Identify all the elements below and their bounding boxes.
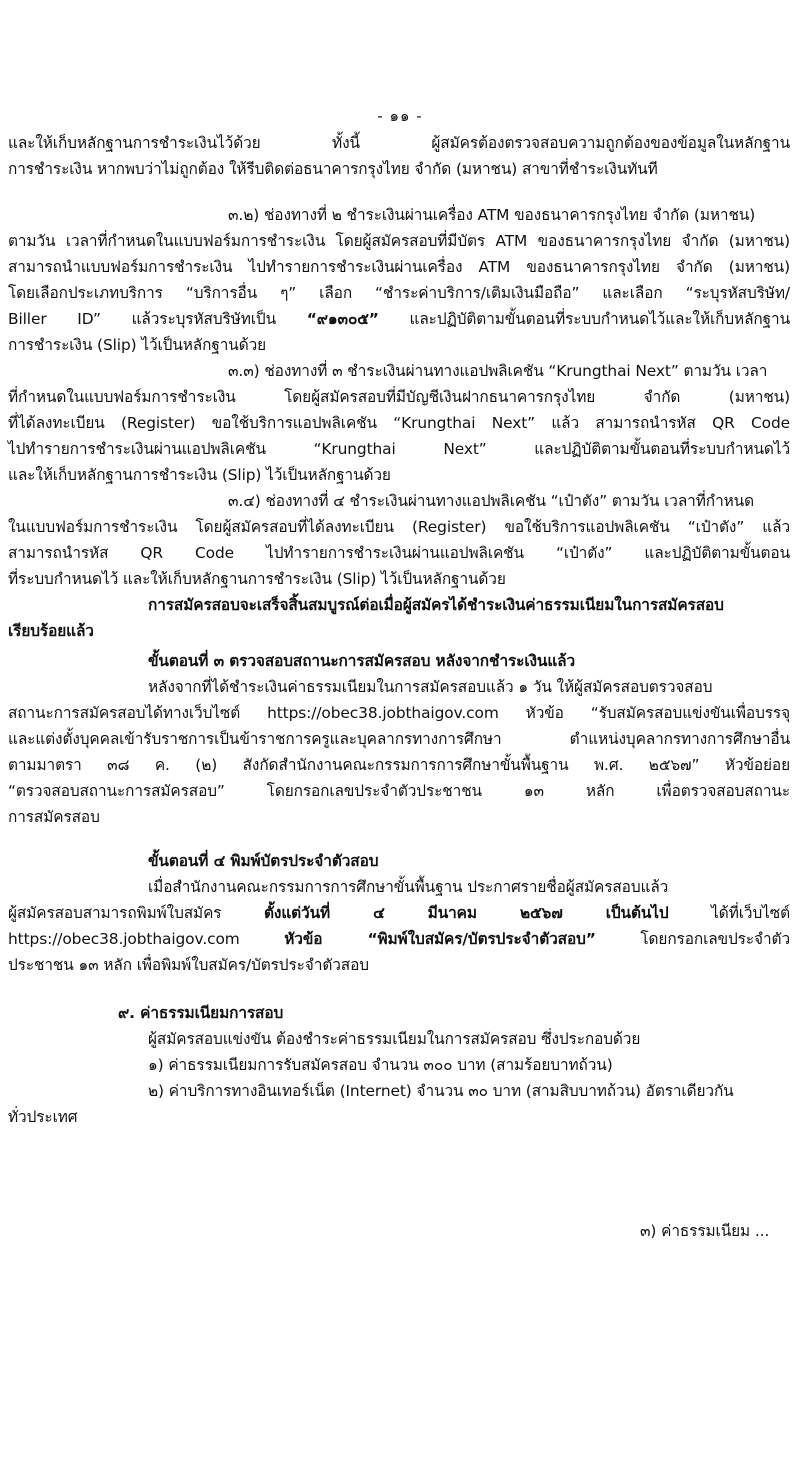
text-line: สถานะการสมัครสอบได้ทางเว็บไซต์ https://obec38.jobthaigov.com หัวข้อ “รับสมัครสอบแข่งขันเพื่อบรรจุ: [8, 704, 790, 722]
biller-line: [8, 306, 790, 332]
biller-text-1: Biller ID” แล้วระบุรหัสบริษัทเป็น: [8, 310, 307, 328]
text-line: ไปทำรายการชำระเงินผ่านแอปพลิเคชัน “Krungthai Next” และปฏิบัติตามขั้นตอนที่ระบบกำหนดไว้: [8, 440, 790, 458]
text-line: ๓.๒) ช่องทางที่ ๒ ชำระเงินผ่านเครื่อง ATM ของธนาคารกรุงไทย จำกัด (มหาชน): [228, 206, 756, 224]
text-line: การสมัครสอบ: [8, 808, 100, 826]
print-text-2: ได้ที่เว็บไซต์: [668, 904, 790, 922]
page-number: - ๑๑ -: [377, 107, 423, 125]
continuation-note: ๓) ค่าธรรมเนียม ...: [640, 1222, 770, 1240]
step-3-heading: ขั้นตอนที่ ๓ ตรวจสอบสถานะการสมัครสอบ หลังจากชำระเงินแล้ว: [148, 652, 576, 670]
website-url: https://obec38.jobthaigov.com: [8, 930, 285, 948]
text-line: ในแบบฟอร์มการชำระเงิน โดยผู้สมัครสอบที่ได้ลงทะเบียน (Register) ขอใช้บริการแอปพลิเคชัน “เป๋าตัง” แล้ว: [8, 518, 790, 536]
print-topic: หัวข้อ “พิมพ์ใบสมัคร/บัตรประจำตัวสอบ”: [284, 930, 596, 948]
text-line: ทั่วประเทศ: [8, 1108, 78, 1126]
text-line: สามารถนำรหัส QR Code ไปทำรายการชำระเงินผ่านแอปพลิเคชัน “เป๋าตัง” และปฏิบัติตามขั้นตอน: [8, 544, 790, 562]
text-line: การชำระเงิน (Slip) ไว้เป็นหลักฐานด้วย: [8, 336, 267, 354]
biller-code: “๙๑๓๐๕”: [306, 310, 379, 328]
fee-item-1: ๑) ค่าธรรมเนียมการรับสมัครสอบ จำนวน ๓๐๐ บาท (สามร้อยบาทถ้วน): [148, 1056, 613, 1074]
text-line: สามารถนำแบบฟอร์มการชำระเงิน ไปทำรายการชำระเงินผ่านเครื่อง ATM ของธนาคารกรุงไทย จำกัด (มหาชน): [8, 258, 790, 276]
text-line: เมื่อสำนักงานคณะกรรมการการศึกษาขั้นพื้นฐาน ประกาศรายชื่อผู้สมัครสอบแล้ว: [148, 878, 669, 896]
section-9-heading: ๙. ค่าธรรมเนียมการสอบ: [118, 1004, 284, 1022]
text-line: ที่ได้ลงทะเบียน (Register) ขอใช้บริการแอปพลิเคชัน “Krungthai Next” แล้ว สามารถนำรหัส QR Code: [8, 414, 790, 432]
url-line: [8, 926, 790, 952]
fee-item-2: ๒) ค่าบริการทางอินเทอร์เน็ต (Internet) จำนวน ๓๐ บาท (สามสิบบาทถ้วน) อัตราเดียวกัน: [148, 1082, 734, 1100]
text-line: หลังจากที่ได้ชำระเงินค่าธรรมเนียมในการสมัครสอบแล้ว ๑ วัน ให้ผู้สมัครสอบตรวจสอบ: [148, 678, 713, 696]
step-4-heading: ขั้นตอนที่ ๔ พิมพ์บัตรประจำตัวสอบ: [148, 852, 379, 870]
url-text-2: โดยกรอกเลขประจำตัว: [595, 930, 790, 948]
text-line: ๓.๓) ช่องทางที่ ๓ ชำระเงินผ่านทางแอปพลิเคชัน “Krungthai Next” ตามวัน เวลา: [228, 362, 768, 380]
text-line: ตามวัน เวลาที่กำหนดในแบบฟอร์มการชำระเงิน โดยผู้สมัครสอบที่มีบัตร ATM ของธนาคารกรุงไทย จำกัด (มหาชน): [8, 232, 790, 250]
print-line: [8, 900, 790, 926]
text-line: ที่ระบบกำหนดไว้ และให้เก็บหลักฐานการชำระเงิน (Slip) ไว้เป็นหลักฐานด้วย: [8, 570, 506, 588]
print-date: ตั้งแต่วันที่ ๔ มีนาคม ๒๕๖๗ เป็นต้นไป: [264, 904, 669, 922]
text-line: ๓.๔) ช่องทางที่ ๔ ชำระเงินผ่านทางแอปพลิเคชัน “เป๋าตัง” ตามวัน เวลาที่กำหนด: [228, 492, 754, 510]
text-line: และให้เก็บหลักฐานการชำระเงิน (Slip) ไว้เป็นหลักฐานด้วย: [8, 466, 391, 484]
text-line: ผู้สมัครสอบแข่งขัน ต้องชำระค่าธรรมเนียมในการสมัครสอบ ซึ่งประกอบด้วย: [148, 1030, 641, 1048]
text-line: และแต่งตั้งบุคคลเข้ารับราชการเป็นข้าราชการครูและบุคลากรทางการศึกษา ตำแหน่งบุคลากรทางการศึกษาอื่น: [8, 730, 790, 748]
text-line: ที่กำหนดในแบบฟอร์มการชำระเงิน โดยผู้สมัครสอบที่มีบัญชีเงินฝากธนาคารกรุงไทย จำกัด (มหาชน): [8, 388, 790, 406]
text-line: และให้เก็บหลักฐานการชำระเงินไว้ด้วย ทั้งนี้ ผู้สมัครต้องตรวจสอบความถูกต้องของข้อมูลในหลักฐาน: [8, 134, 790, 152]
text-line: ตามมาตรา ๓๘ ค. (๒) สังกัดสำนักงานคณะกรรมการการศึกษาขั้นพื้นฐาน พ.ศ. ๒๕๖๗” หัวข้อย่อย: [8, 756, 790, 774]
text-line: ประชาชน ๑๓ หลัก เพื่อพิมพ์ใบสมัคร/บัตรประจำตัวสอบ: [8, 956, 369, 974]
biller-text-2: และปฏิบัติตามขั้นตอนที่ระบบกำหนดไว้และให้เก็บหลักฐาน: [378, 310, 790, 328]
bold-notice: เรียบร้อยแล้ว: [8, 622, 94, 640]
text-line: การชำระเงิน หากพบว่าไม่ถูกต้อง ให้รีบติดต่อธนาคารกรุงไทย จำกัด (มหาชน) สาขาที่ชำระเงินทันที: [8, 160, 658, 178]
bold-notice: การสมัครสอบจะเสร็จสิ้นสมบูรณ์ต่อเมื่อผู้สมัครได้ชำระเงินค่าธรรมเนียมในการสมัครสอบ: [148, 596, 724, 614]
text-line: “ตรวจสอบสถานะการสมัครสอบ” โดยกรอกเลขประจำตัวประชาชน ๑๓ หลัก เพื่อตรวจสอบสถานะ: [8, 782, 790, 800]
print-text-1: ผู้สมัครสอบสามารถพิมพ์ใบสมัคร: [8, 904, 265, 922]
text-line: โดยเลือกประเภทบริการ “บริการอื่น ๆ” เลือก “ชำระค่าบริการ/เติมเงินมือถือ” และเลือก “ระบุรหัสบริษัท/: [8, 284, 790, 302]
